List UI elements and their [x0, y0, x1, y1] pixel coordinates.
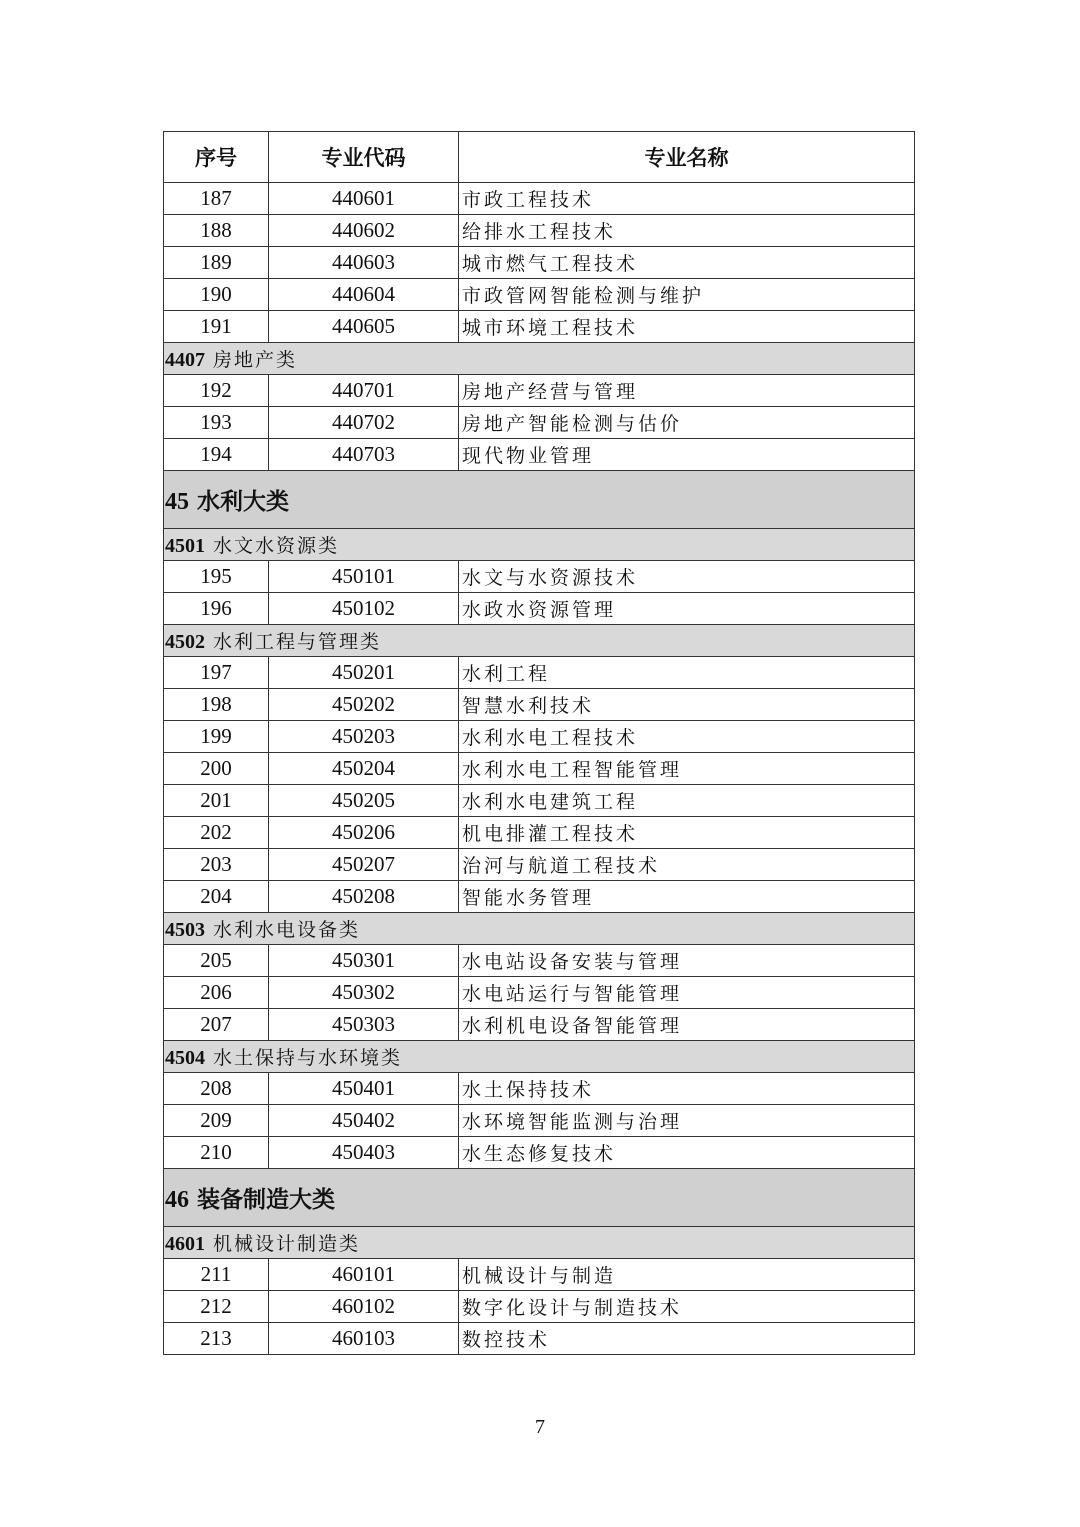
cell-code: 440604: [269, 279, 459, 311]
cell-code: 450101: [269, 561, 459, 593]
table-row: [164, 215, 915, 247]
category-code: 4504: [165, 1047, 205, 1069]
cell-seq: 207: [164, 1009, 269, 1041]
category-name: 装备制造大类: [197, 1187, 336, 1213]
table-row: [164, 1323, 915, 1355]
cell-seq: 203: [164, 849, 269, 881]
cell-name: 城市环境工程技术: [459, 311, 915, 343]
table-row: [164, 1137, 915, 1169]
cell-code: 450102: [269, 593, 459, 625]
table-row: [164, 657, 915, 689]
cell-name: 水利水电工程智能管理: [459, 753, 915, 785]
table-row: [164, 375, 915, 407]
cell-name: 智慧水利技术: [459, 689, 915, 721]
table-row: [164, 945, 915, 977]
cell-code: 440601: [269, 183, 459, 215]
table-row: [164, 1259, 915, 1291]
category-name: 水利水电设备类: [213, 919, 361, 941]
cell-name: 城市燃气工程技术: [459, 247, 915, 279]
cell-code: 450204: [269, 753, 459, 785]
cell-seq: 202: [164, 817, 269, 849]
category-name: 房地产类: [213, 349, 298, 371]
category-cell: [164, 1041, 915, 1073]
cell-name: 机械设计与制造: [459, 1259, 915, 1291]
table-row: [164, 183, 915, 215]
cell-code: 460102: [269, 1291, 459, 1323]
cell-name: 数控技术: [459, 1323, 915, 1355]
cell-code: 440703: [269, 439, 459, 471]
category-cell: [164, 343, 915, 375]
table-row: [164, 593, 915, 625]
cell-seq: 192: [164, 375, 269, 407]
cell-code: 440702: [269, 407, 459, 439]
cell-name: 治河与航道工程技术: [459, 849, 915, 881]
cell-name: 水电站设备安装与管理: [459, 945, 915, 977]
cell-seq: 187: [164, 183, 269, 215]
cell-code: 450303: [269, 1009, 459, 1041]
category-code: 46: [165, 1187, 189, 1213]
table-row: [164, 247, 915, 279]
cell-name: 水环境智能监测与治理: [459, 1105, 915, 1137]
cell-name: 水文与水资源技术: [459, 561, 915, 593]
cell-code: 460101: [269, 1259, 459, 1291]
cell-code: 460103: [269, 1323, 459, 1355]
subcategory-row: [164, 529, 915, 561]
cell-code: 450403: [269, 1137, 459, 1169]
table-body: [164, 183, 915, 1355]
table-row: [164, 407, 915, 439]
category-code: 4502: [165, 631, 205, 653]
cell-seq: 209: [164, 1105, 269, 1137]
table-row: [164, 817, 915, 849]
cell-seq: 190: [164, 279, 269, 311]
cell-code: 450301: [269, 945, 459, 977]
cell-code: 450206: [269, 817, 459, 849]
table-row: [164, 977, 915, 1009]
cell-name: 水政水资源管理: [459, 593, 915, 625]
cell-code: 440605: [269, 311, 459, 343]
cell-name: 水利工程: [459, 657, 915, 689]
category-code: 4407: [165, 349, 205, 371]
table-row: [164, 849, 915, 881]
header-seq: 序号: [164, 132, 269, 183]
cell-seq: 196: [164, 593, 269, 625]
cell-code: 450201: [269, 657, 459, 689]
cell-seq: 206: [164, 977, 269, 1009]
category-code: 4503: [165, 919, 205, 941]
subcategory-row: [164, 1041, 915, 1073]
category-name: 水利工程与管理类: [213, 631, 382, 653]
cell-name: 机电排灌工程技术: [459, 817, 915, 849]
cell-code: 450202: [269, 689, 459, 721]
cell-code: 440603: [269, 247, 459, 279]
major-catalog-table: [163, 131, 915, 1355]
cell-code: 440602: [269, 215, 459, 247]
cell-name: 现代物业管理: [459, 439, 915, 471]
cell-name: 市政管网智能检测与维护: [459, 279, 915, 311]
subcategory-row: [164, 625, 915, 657]
category-cell: [164, 913, 915, 945]
cell-name: 房地产智能检测与估价: [459, 407, 915, 439]
cell-name: 水电站运行与智能管理: [459, 977, 915, 1009]
cell-code: 450207: [269, 849, 459, 881]
category-cell: [164, 1169, 915, 1227]
cell-code: 450402: [269, 1105, 459, 1137]
cell-name: 水利水电工程技术: [459, 721, 915, 753]
cell-seq: 195: [164, 561, 269, 593]
cell-name: 给排水工程技术: [459, 215, 915, 247]
cell-seq: 210: [164, 1137, 269, 1169]
category-code: 4601: [165, 1233, 205, 1255]
cell-name: 数字化设计与制造技术: [459, 1291, 915, 1323]
table-row: [164, 721, 915, 753]
category-name: 机械设计制造类: [213, 1233, 361, 1255]
header-name: 专业名称: [459, 132, 915, 183]
table-row: [164, 1105, 915, 1137]
table-row: [164, 689, 915, 721]
cell-code: 450401: [269, 1073, 459, 1105]
category-cell: [164, 625, 915, 657]
cell-name: 水生态修复技术: [459, 1137, 915, 1169]
cell-name: 房地产经营与管理: [459, 375, 915, 407]
table-row: [164, 1073, 915, 1105]
cell-seq: 200: [164, 753, 269, 785]
cell-seq: 204: [164, 881, 269, 913]
cell-seq: 213: [164, 1323, 269, 1355]
cell-code: 450203: [269, 721, 459, 753]
page-number: 7: [535, 1416, 545, 1438]
cell-code: 450205: [269, 785, 459, 817]
category-code: 45: [165, 489, 189, 515]
category-name: 水利大类: [197, 489, 290, 515]
category-code: 4501: [165, 535, 205, 557]
table-row: [164, 311, 915, 343]
category-cell: [164, 471, 915, 529]
table-row: [164, 1291, 915, 1323]
cell-seq: 198: [164, 689, 269, 721]
table-header: [164, 132, 915, 183]
cell-seq: 212: [164, 1291, 269, 1323]
cell-seq: 211: [164, 1259, 269, 1291]
cell-seq: 188: [164, 215, 269, 247]
cell-name: 水土保持技术: [459, 1073, 915, 1105]
table-row: [164, 279, 915, 311]
category-name: 水文水资源类: [213, 535, 340, 557]
cell-seq: 197: [164, 657, 269, 689]
cell-code: 450302: [269, 977, 459, 1009]
subcategory-row: [164, 343, 915, 375]
cell-seq: 208: [164, 1073, 269, 1105]
table-row: [164, 881, 915, 913]
cell-name: 水利水电建筑工程: [459, 785, 915, 817]
subcategory-row: [164, 913, 915, 945]
category-name: 水土保持与水环境类: [213, 1047, 403, 1069]
cell-name: 智能水务管理: [459, 881, 915, 913]
cell-seq: 201: [164, 785, 269, 817]
header-code: 专业代码: [269, 132, 459, 183]
cell-seq: 194: [164, 439, 269, 471]
major-category-row: [164, 471, 915, 529]
cell-seq: 205: [164, 945, 269, 977]
table-row: [164, 785, 915, 817]
subcategory-row: [164, 1227, 915, 1259]
cell-code: 440701: [269, 375, 459, 407]
cell-name: 市政工程技术: [459, 183, 915, 215]
table-row: [164, 1009, 915, 1041]
cell-name: 水利机电设备智能管理: [459, 1009, 915, 1041]
category-cell: [164, 529, 915, 561]
cell-seq: 191: [164, 311, 269, 343]
cell-code: 450208: [269, 881, 459, 913]
cell-seq: 189: [164, 247, 269, 279]
cell-seq: 193: [164, 407, 269, 439]
table-row: [164, 753, 915, 785]
table-row: [164, 561, 915, 593]
table-row: [164, 439, 915, 471]
major-category-row: [164, 1169, 915, 1227]
category-cell: [164, 1227, 915, 1259]
cell-seq: 199: [164, 721, 269, 753]
